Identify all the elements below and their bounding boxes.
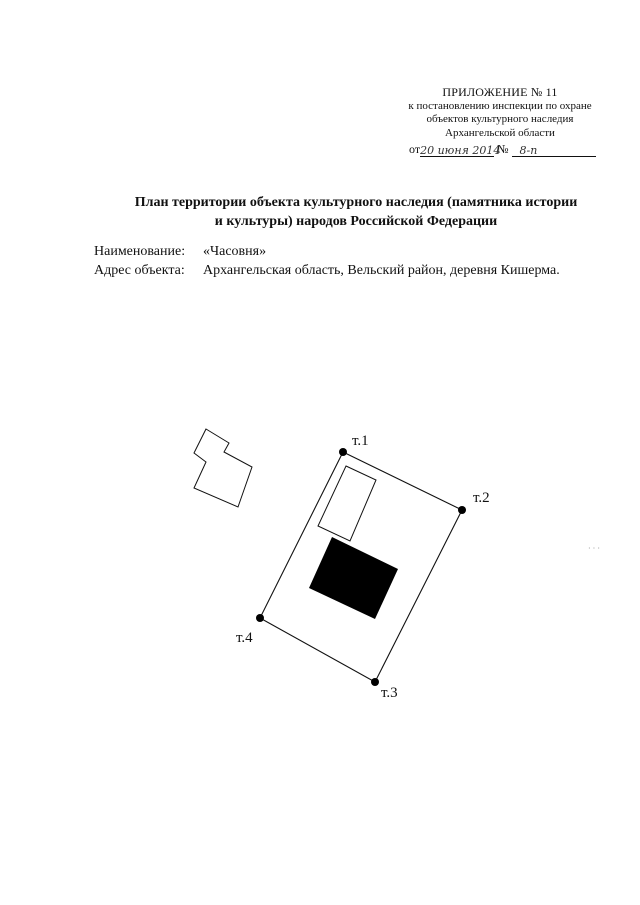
point-label-3: т.3 — [381, 685, 398, 701]
boundary-point-1-marker — [339, 448, 347, 456]
address-label: Адрес объекта: — [94, 263, 185, 278]
address-value: Архангельская область, Вельский район, деревня Кишерма. — [203, 263, 560, 278]
boundary-point-2-marker — [458, 506, 466, 514]
name-label: Наименование: — [94, 244, 186, 259]
point-label-2: т.2 — [473, 490, 490, 506]
appendix-line-1: к постановлению инспекции по охране — [408, 99, 592, 112]
number-prefix: № — [497, 142, 509, 156]
number-field-handwritten: 8-п — [512, 144, 596, 157]
date-prefix: от — [409, 142, 421, 156]
appendix-line-2: объектов культурного наследия — [426, 113, 574, 125]
name-value: «Часовня» — [203, 244, 267, 259]
appendix-heading: ПРИЛОЖЕНИЕ № 11 — [442, 85, 558, 99]
neighbor-building-outline — [194, 429, 252, 507]
boundary-point-3-marker — [371, 678, 379, 686]
scan-artifact: · · · — [588, 544, 600, 553]
outbuilding-outline — [318, 466, 376, 541]
boundary-point-4-marker — [256, 614, 264, 622]
title-line-1: План территории объекта культурного наследия (памятника истории — [134, 195, 578, 210]
appendix-line-3: Архангельской области — [445, 126, 555, 139]
point-label-1: т.1 — [352, 433, 369, 449]
title-line-2: и культуры) народов Российской Федерации — [214, 214, 498, 229]
point-label-4: т.4 — [236, 630, 253, 646]
chapel-footprint — [309, 537, 398, 619]
date-field-handwritten: 20 июня 2014 — [420, 144, 501, 157]
